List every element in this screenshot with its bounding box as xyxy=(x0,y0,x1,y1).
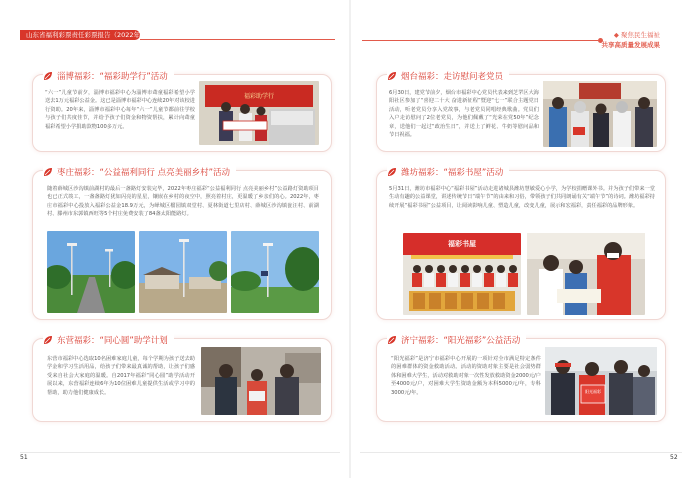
section-title-line2: 共享高质量发展成果 xyxy=(601,41,660,49)
card-zaozhuang xyxy=(32,170,332,320)
section-title-line1: ◆ 聚焦民生福祉 xyxy=(613,31,660,39)
card-title-text: 济宁福彩：“阳光福彩”公益活动 xyxy=(401,336,521,346)
header-rule xyxy=(140,39,335,40)
leaf-icon xyxy=(387,335,397,345)
card-paragraph: “六一”儿童节前夕，淄博市福彩中心为淄博市聋童福彩希望小学送去1万元福彩公益金。这已是淄博市福彩中心连续20年对该校进行资助。20年来，淄博市福彩中心每年“六一”儿童节都前往学校与孩子们共度佳节，并给予孩子们资金和物资帮扶，累计向聋童福彩希望小学捐助款物100多万元。 xyxy=(45,90,195,130)
card-paragraph: “阳光福彩”是济宁市福彩中心开展的一项针对全市满足特定条件的困难群体的资金救助活动。活动的资助对象主要是社会弱势群体和困难大学生，活动对救助对象一次性发放救助资金2000元/户至4000元/户，对困难大学生资助金额为本科5000元/年，专科3000元/年。 xyxy=(391,356,541,396)
right-page-header xyxy=(362,30,680,52)
photo-weifang-reading xyxy=(527,233,645,315)
leaf-icon xyxy=(43,71,53,81)
photo-streetlight-trees xyxy=(231,231,319,313)
card-title-text: 东营福彩：“同心圆”助学计划 xyxy=(57,336,168,346)
card-paragraph: 6月30日，建党节前夕，烟台市福彩中心党员代表来到芝罘区大海阳社区参加了“喜迎二十大 奋进新征程”暨迎“七一”联合主题党日活动，听老党员分享入党故事，与老党员同唱经典歌曲。党员们入户走访慰问了2位老党员，为他们佩戴了“光荣在党50年”纪念章，送他们一起过“政治生日”，并送上了鲜花、牛奶等慰问品和节日祝福。 xyxy=(389,90,539,139)
card-title xyxy=(387,69,509,83)
footer-rule xyxy=(360,452,682,453)
card-paragraph: 随着薛城区沙沟镇前湖村的最后一盏路灯安装完毕，2022年枣庄福彩“公益福利同行 点亮美丽乡村”公益路灯资助项目也已正式竣工，一盏盏路灯犹如闪亮的星星，镶嵌在乡村的夜空中，照亮着村庄，更温暖了乡亲们的心。2022年，枣庄市福彩中心投放入福彩公益金18.9万元，为峄城区榴园镇双堂村、夏林街道七里店村、薛城区沙沟镇瓮汪村、前湖村、滕州市东郭镇西旺等5个村庄免费安装了84盏太阳能路灯。 xyxy=(47,186,319,218)
banner-text: 福彩助学行 xyxy=(243,93,274,100)
footer-rule xyxy=(20,452,340,453)
report-title-bar xyxy=(20,30,147,40)
photo-dongying-visit xyxy=(201,347,321,415)
leaf-icon xyxy=(43,335,53,345)
board-text: 阳光福彩 xyxy=(585,389,601,394)
card-title-text: 烟台福彩：走访慰问老党员 xyxy=(401,72,504,82)
photo-streetlight-road xyxy=(47,231,135,313)
report-title: 山东省福利彩票责任彩票报告（2022年） xyxy=(26,31,147,39)
card-title-text: 枣庄福彩：“公益福利同行 点亮美丽乡村”活动 xyxy=(57,168,231,178)
leaf-icon xyxy=(387,167,397,177)
card-title-text: 潍坊福彩：“福彩书屋”活动 xyxy=(401,168,504,178)
photo-streetlight-village xyxy=(139,231,227,313)
card-title xyxy=(43,333,174,347)
page-gutter xyxy=(349,0,351,478)
card-paragraph: 东营市福彩中心选取10名困难家庭儿童，每个学期为孩子送去助学金和学习生活用品，给孩子们带来最真诚的帮助，让孩子们感受来自社会大家庭的温暖。自2017年福彩“同心圆”助学活动开展以来，东营福彩连续6年为10位困难儿童提供生活或学习中的帮助，助力他们健康成长。 xyxy=(47,356,195,396)
card-title xyxy=(43,165,236,179)
photo-jining-aid xyxy=(545,347,657,415)
leaf-icon xyxy=(43,167,53,177)
card-title-text: 淄博福彩：“福彩助学行”活动 xyxy=(57,72,168,82)
card-dongying xyxy=(32,338,332,422)
card-yantai xyxy=(376,74,666,152)
card-title xyxy=(43,69,174,83)
card-weifang xyxy=(376,170,666,320)
page-number-right: 52 xyxy=(670,454,678,461)
header-rule xyxy=(362,40,598,41)
card-title xyxy=(387,333,526,347)
photo-zibo-donation xyxy=(199,81,319,145)
page-number-left: 51 xyxy=(20,454,28,461)
card-title xyxy=(387,165,509,179)
banner-text: 福彩书屋 xyxy=(448,240,476,248)
card-jining xyxy=(376,338,666,422)
photo-yantai-veterans xyxy=(543,81,657,147)
card-zibo xyxy=(32,74,332,152)
leaf-icon xyxy=(387,71,397,81)
photo-weifang-group xyxy=(403,233,521,315)
card-paragraph: 5月31日，潍坊市福彩中心“福彩书屋”活动走进诸城县潍坊慧敏爱心小学，为学校捐赠课外书。并为孩子们带来一堂生动有趣的公益课堂，讲述传统节日“端午节”的由来和习俗，带领孩子们共同朗诵有关“端午节”的诗词。潍坊福彩持续开展“福彩书屋”公益项目，让阅读影响儿童、塑造儿童，改变儿童，展示和宏福彩，责任福彩的品牌形象。 xyxy=(389,186,655,209)
left-page-header xyxy=(20,30,335,44)
